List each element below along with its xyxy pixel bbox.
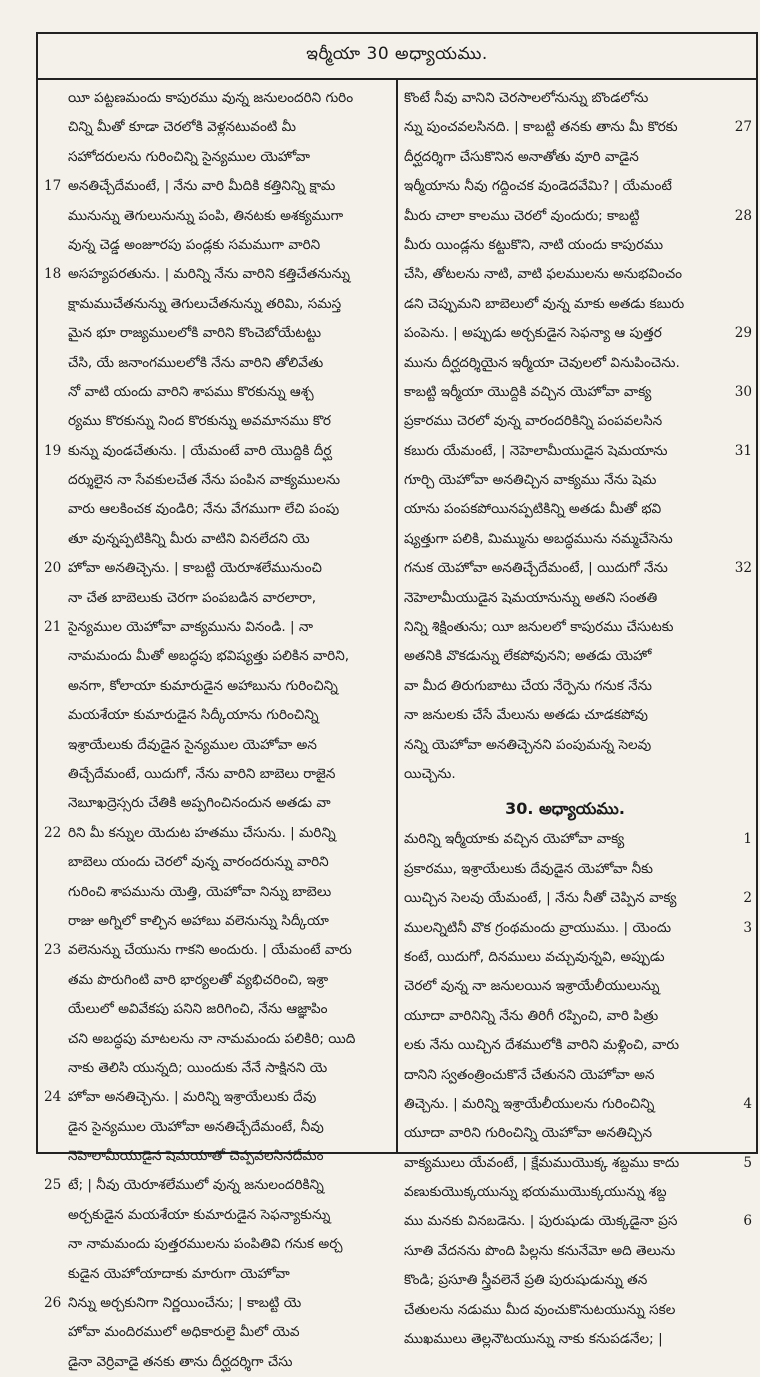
verse-number: 3: [743, 919, 752, 936]
text-line: [404, 1207, 752, 1236]
line-text: తమ పొరుగింటి వారి భార్యలతో వ్యభిచరించి, ఇశ్రా: [68, 971, 329, 988]
line-text: వాక్యములు యేవంటే, | క్షేమముయొక్క శబ్దము కాదు: [404, 1154, 680, 1171]
line-text: యిచ్చెను.: [404, 765, 456, 782]
line-text: దీర్ఘదర్శిగా చేసుకొనిన అనాతోతు వూరి వాడైన: [404, 148, 639, 165]
text-line: [68, 113, 390, 142]
line-text: తిచ్చేదేమంటే, యిదుగో, నేను వారిని బాబెలు రాజైన: [68, 765, 336, 782]
line-text: చేతులను నడుము మీద వుంచుకొనుటయున్ను సకల: [404, 1301, 676, 1318]
text-line: [404, 437, 752, 466]
line-text: తూ వున్నప్పటికిన్ని మీరు వాటిని వినలేదని యె: [68, 530, 310, 547]
text-line: [404, 672, 726, 701]
text-line: [68, 202, 390, 231]
text-line: [68, 1025, 390, 1054]
line-text: రాజు అగ్నిలో కాల్చిన అహాబు వలెనున్ను సిద్కీయా: [68, 912, 329, 929]
text-line: [68, 1260, 390, 1289]
verse-number: 19: [44, 442, 62, 459]
line-text: ఇర్మీయాను నీవు గద్దించక వుండెదవేమి? | యేమంటే: [404, 178, 672, 195]
line-text: కాబట్టి ఇర్మీయా యొద్దికి వచ్చిన యెహోవా వాక్య: [404, 383, 652, 400]
text-line: [404, 1325, 726, 1354]
text-line: [68, 143, 390, 172]
text-line: [404, 554, 752, 583]
line-text: మీరు యిండ్లను కట్టుకొని, నాటి యందు కాపురము: [404, 236, 664, 253]
text-line: [68, 848, 390, 877]
line-text: దర్శులైన నా సేవకులచేత నేను పంపిన వాక్యములను: [68, 472, 341, 489]
text-line: [404, 855, 726, 884]
line-text: మీరు చాలా కాలము చెరలో వుందురు; కాబట్టి: [404, 207, 640, 224]
text-line: [404, 113, 752, 142]
verse-number: 27: [734, 119, 752, 136]
text-line: [68, 407, 390, 436]
text-line: [68, 642, 390, 671]
line-text: వలెనున్ను చేయును గాకని అందురు. | యేమంటే వారు: [68, 942, 352, 959]
line-text: రిని మీ కన్నుల యెదుట హతము చేసును. | మరిన్ని: [68, 824, 336, 841]
text-line: [68, 1054, 390, 1083]
text-line: [68, 319, 390, 348]
line-text: చేసి, యే జనాంగములలోకి నేను వారిని తోలివేతు: [68, 354, 324, 371]
line-text: యీ పట్టణమందు కాపురము వున్న జనులందరిని గురిం: [68, 90, 354, 106]
text-line: [68, 1201, 390, 1230]
text-line: [44, 260, 390, 289]
text-line: [404, 1266, 726, 1295]
line-text: కున్ను వుండచేతును. | యేమంటే వారి యొద్దికి దీర్ఘ: [68, 442, 332, 459]
line-text: మరిన్ని ఇర్మీయాకు వచ్చిన యెహోవా వాక్య: [404, 831, 625, 848]
text-line: [68, 584, 390, 613]
text-line: [404, 884, 752, 913]
line-text: నాకు తెలిసి యున్నది; యిందుకు నేనే సాక్షినని యె: [68, 1059, 328, 1076]
line-text: అసహ్యపరతును. | మరిన్ని నేను వారిని కత్తిచేతనున్ను: [68, 266, 350, 283]
text-line: [404, 172, 726, 201]
text-line: [68, 231, 390, 260]
line-text: కుడైన యెహోయాదాకు మారుగా యెహోవా: [68, 1265, 290, 1282]
line-text: క్షామముచేతనున్ను తెగులుచేతనున్ను తరిమి, సమస్త: [68, 295, 342, 312]
line-text: నిన్ని శిక్షింతును; యీ జనులలో కాపురము చేసుటకు: [404, 619, 674, 636]
line-text: నిన్ను అర్చకునిగా నిర్ణయించేను; | కాబట్టి యె: [68, 1295, 302, 1312]
line-text: పంపెను. | అప్పుడు అర్చకుడైన సెఫన్యా ఆ పుత్తర: [404, 325, 662, 342]
text-line: [404, 613, 726, 642]
line-text: యూదా వారినిన్ని నేను తిరిగీ రప్పించి, వారి పిత్రు: [404, 1007, 659, 1024]
line-text: వా మీద తిరుగుబాటు చేయ నేర్పెను గనుక నేను: [404, 677, 652, 694]
line-text: ర్యము కొరకున్ను నింద కొరకున్ను అవమానము కొర: [68, 413, 331, 430]
text-line: [44, 613, 390, 642]
line-text: యేలులో అవివేకపు పనిని జరిగించి, నేను ఆజ్ఞాపిం: [68, 1001, 328, 1018]
text-line: [68, 878, 390, 907]
verse-number: 32: [734, 560, 752, 577]
text-line: [404, 466, 726, 495]
line-text: అనగా, కోలాయా కుమారుడైన అహాబును గురించిన్ని: [68, 677, 338, 694]
line-text: అనతిచ్చేదేమంటే, | నేను వారి మీదికి కత్తినిన్ని క్షామ: [68, 178, 336, 195]
verse-number: 26: [44, 1295, 62, 1312]
line-text: కొంటే నీవు వానిని చెరసాలలోనున్ను బొండలోను: [404, 90, 649, 106]
text-line: [404, 495, 726, 524]
line-text: ములన్నిటినీ వొక గ్రంథమందు వ్రాయుము. | యెందు: [404, 919, 672, 936]
text-line: [68, 701, 390, 730]
line-text: ప్రకారము చెరలో వున్న వారందరికిన్ని పంపవలసిన: [404, 413, 663, 430]
line-text: గనుక యెహోవా అనతిచ్చేదేమంటే, | యిదుగో నేను: [404, 560, 668, 577]
line-text: ష్యత్తుగా పలికి, మిమ్మును అబద్ధమును నమ్మచేసెను: [404, 530, 673, 547]
verse-number: 5: [743, 1154, 752, 1171]
text-line: [68, 731, 390, 760]
line-text: సహోదరులను గురించిన్ని సైన్యముల యెహోవా: [68, 148, 310, 165]
line-text: మునున్ను తెగులునున్ను పంపి, తినటకు అశక్యముగా: [68, 207, 344, 224]
line-text: నెబూఖద్రెస్సరు చేతికి అప్పగించినందున అతడు వా: [68, 795, 331, 812]
text-line: [404, 1090, 752, 1119]
line-text: హోవా అనతిచ్చెను. | మరిన్ని ఇశ్రాయేలుకు దేవు: [68, 1089, 317, 1106]
text-line: [44, 1171, 390, 1200]
verse-number: 25: [44, 1177, 62, 1194]
line-text: నన్ని యెహోవా అనతిచ్చెనని పంపుమన్న సెలవు: [404, 736, 652, 753]
text-line: [404, 84, 726, 113]
text-line: [68, 1113, 390, 1142]
line-text: గురించి శాపమును యెత్తి, యెహోవా నిన్ను బాబెలు: [68, 883, 332, 900]
line-text: డని చెప్పుమని బాబెలులో వున్న మాకు అతడు కబురు: [404, 295, 685, 312]
text-line: [68, 466, 390, 495]
verse-number: 6: [743, 1213, 752, 1230]
text-line: [68, 1318, 390, 1347]
line-text: చిన్ని మీతో కూడా చెరలోకి వెళ్లనటువంటి మీ: [68, 119, 297, 136]
line-text: డైన సైన్యముల యెహోవా అనతిచ్చేదేమంటే, నీవు: [68, 1118, 324, 1135]
text-line: [404, 525, 726, 554]
line-text: మును దీర్ఘదర్శియైన ఇర్మీయా చెవులలో వినుపించెను.: [404, 354, 680, 371]
verse-number: 29: [734, 325, 752, 342]
verse-number: 31: [734, 442, 752, 459]
text-line: [68, 1142, 390, 1171]
text-line: [404, 642, 726, 671]
right-column: [398, 80, 756, 1348]
text-line: [68, 1230, 390, 1259]
text-line: [404, 1237, 726, 1266]
line-text: ప్రకారము, ఇశ్రాయేలుకు దేవుడైన యెహోవా నీకు: [404, 860, 653, 877]
line-text: కబురు యేమంటే, | నెహెలామీయుడైన షెమయాను: [404, 442, 668, 459]
line-text: చేసి, తోటలను నాటి, వాటి ఫలములను అనుభవించం: [404, 266, 683, 283]
text-line: [404, 378, 752, 407]
text-line: [44, 1289, 390, 1318]
text-line: [68, 760, 390, 789]
text-line: [404, 349, 726, 378]
line-text: సైన్యముల యెహోవా వాక్యమును వినండి. | నా: [68, 619, 314, 636]
text-line: [404, 231, 726, 260]
text-line: [44, 1083, 390, 1112]
text-line: [404, 760, 726, 789]
left-column: [38, 80, 398, 1370]
line-text: నా జనులకు చేసే మేలును అతడు చూడకపోవు: [404, 707, 648, 724]
text-line: [68, 966, 390, 995]
right-column-bottom: [404, 825, 752, 1354]
text-line: [404, 1296, 726, 1325]
text-line: [68, 672, 390, 701]
text-line: [68, 495, 390, 524]
text-line: [68, 995, 390, 1024]
line-text: చని అబద్ధపు మాటలను నా నామమందు పలికిరి; యిది: [68, 1030, 356, 1047]
text-line: [44, 819, 390, 848]
line-text: వున్న చెడ్డ అంజూరపు పండ్లకు సమముగా వారిని: [68, 236, 321, 253]
verse-number: 23: [44, 942, 62, 959]
line-text: నామమందు మీతో అబద్ధపు భవిష్యత్తు పలికిన వారిని,: [68, 648, 350, 665]
text-line: [404, 1119, 726, 1148]
verse-number: 4: [743, 1095, 752, 1112]
line-text: అతనికి వొకడున్ను లేకపోవునని; అతడు యెహో: [404, 648, 652, 665]
text-line: [68, 290, 390, 319]
text-line: [404, 731, 726, 760]
line-text: వణుకుయొక్కయున్ను భయముయొక్కయున్ను శబ్ద: [404, 1184, 667, 1201]
text-line: [404, 1061, 726, 1090]
text-line: [404, 290, 726, 319]
verse-number: 24: [44, 1089, 62, 1106]
text-line: [404, 701, 726, 730]
verse-number: 28: [734, 207, 752, 224]
line-text: తిచ్చెను. | మరిన్ని ఇశ్రాయేలీయులను గురించిన్ని: [404, 1095, 655, 1112]
line-text: హోవా అనతిచ్చెను. | కాబట్టి యెరూశలేమునుంచి: [68, 560, 322, 577]
line-text: దానిని స్వతంత్రించుకొనే చేతునని యెహోవా అన: [404, 1066, 655, 1083]
text-line: [404, 825, 752, 854]
verse-number: 18: [44, 266, 62, 283]
line-text: న్ను పుంచవలసినది. | కాబట్టి తనకు తాను మీ కొరకు: [404, 119, 678, 136]
line-text: టే; | నీవు యెరూశలేములో వున్న జనులందరికిన్ని: [68, 1177, 324, 1194]
page-title: ఇర్మీయా 30 అధ్యాయము.: [306, 44, 488, 64]
text-line: [404, 143, 726, 172]
verse-number: 20: [44, 560, 62, 577]
chapter-heading: 30. అధ్యాయము.: [505, 799, 625, 819]
line-text: ముఖములు తెల్లనౌటయున్ను నాకు కనుపడనేల; |: [404, 1331, 663, 1348]
line-text: హోవా మందిరములో అధికారులై మీలో యెవ: [68, 1324, 300, 1341]
text-line: [44, 554, 390, 583]
line-text: సూతి వేదనను పొంది పిల్లను కనునేమో అది తెలును: [404, 1242, 676, 1259]
text-line: [68, 525, 390, 554]
line-text: నా నామమందు పుత్తరములను పంపితివి గనుక అర్చ: [68, 1236, 343, 1253]
verse-number: 21: [44, 619, 62, 636]
text-line: [404, 407, 726, 436]
text-line: [404, 260, 726, 289]
line-text: నా చేత బాబెలుకు చెరగా పంపబడిన వారలారా,: [68, 589, 317, 606]
line-text: కొండి; ప్రసూతి స్త్రీవలెనే ప్రతి పురుషుడున్ను తన: [404, 1272, 648, 1289]
line-text: ఇశ్రాయేలుకు దేవుడైన సైన్యముల యెహోవా అన: [68, 736, 317, 753]
verse-number: 1: [743, 831, 752, 848]
line-text: యూదా వారిని గురించిన్ని యెహోవా అనతిచ్చిన: [404, 1125, 653, 1142]
page-frame: [36, 32, 758, 1370]
text-line: [404, 584, 726, 613]
line-text: ము మనకు వినబడెను. | పురుషుడు యెక్కడైనా ప్రస: [404, 1213, 678, 1230]
text-line: [68, 349, 390, 378]
text-line: [68, 1348, 390, 1377]
line-text: బాబెలు యందు చెరలో వున్న వారందరున్ను వారిని: [68, 854, 329, 871]
text-line: [404, 1149, 752, 1178]
text-line: [404, 319, 752, 348]
line-text: మైన భూ రాజ్యములలోకి వారిని కొంచెబోయేటట్టు: [68, 325, 322, 342]
verse-number: 22: [44, 824, 62, 841]
line-text: చెరలో వున్న నా జనులయిన ఇశ్రాయేలీయులున్ను: [404, 978, 660, 995]
page-header: [38, 34, 756, 80]
line-text: అర్చకుడైన మయశేయా కుమారుడైన సెఫన్యాకున్ను: [68, 1206, 331, 1223]
text-columns: [38, 80, 756, 1370]
line-text: నో వాటి యందు వారిని శాపము కొరకున్ను ఆశ్చ: [68, 383, 314, 400]
text-line: [44, 172, 390, 201]
text-line: [404, 914, 752, 943]
line-text: వారు ఆలకించక వుండిరి; నేను వేగముగా లేచి పంపు: [68, 501, 340, 518]
text-line: [404, 1178, 726, 1207]
text-line: [404, 972, 726, 1001]
right-column-top: [404, 84, 752, 789]
text-line: [68, 378, 390, 407]
line-text: మయశేయా కుమారుడైన సిద్కీయాను గురించిన్ని: [68, 707, 319, 724]
text-line: [404, 202, 752, 231]
text-line: [68, 84, 390, 113]
verse-number: 2: [743, 890, 752, 907]
line-text: యాను పంపకపోయినప్పటికిన్ని అతడు మీతో భవి: [404, 501, 662, 518]
line-text: గూర్చి యెహోవా అనతిచ్చిన వాక్యము నేను షెమ: [404, 472, 657, 489]
line-text: యిచ్చిన సెలవు యేమంటే, | నేను నీతో చెప్పిన వాక్య: [404, 890, 677, 907]
text-line: [404, 943, 726, 972]
text-line: [44, 936, 390, 965]
line-text: నెహెలామీయుడైన షెమయానున్ను అతని సంతతి: [404, 589, 658, 606]
text-line: [68, 907, 390, 936]
line-text: కంటే, యిదుగో, దినములు వచ్చువున్నవి, అప్పుడు: [404, 948, 665, 965]
verse-number: 30: [734, 383, 752, 400]
line-text: లకు నేను యిచ్చిన దేశములోకి వారిని మళ్లించి, వారు: [404, 1037, 680, 1054]
text-line: [44, 437, 390, 466]
text-line: [68, 789, 390, 818]
text-line: [404, 1002, 726, 1031]
text-line: [404, 1031, 726, 1060]
verse-number: 17: [44, 178, 62, 195]
line-text: నెహెలామీయుడైన షెమయాతో చెప్పవలసినదేమం: [68, 1148, 324, 1165]
line-text: డైనా వెర్రివాడై తనకు తాను దీర్ఘదర్శిగా చేసు: [68, 1353, 293, 1370]
